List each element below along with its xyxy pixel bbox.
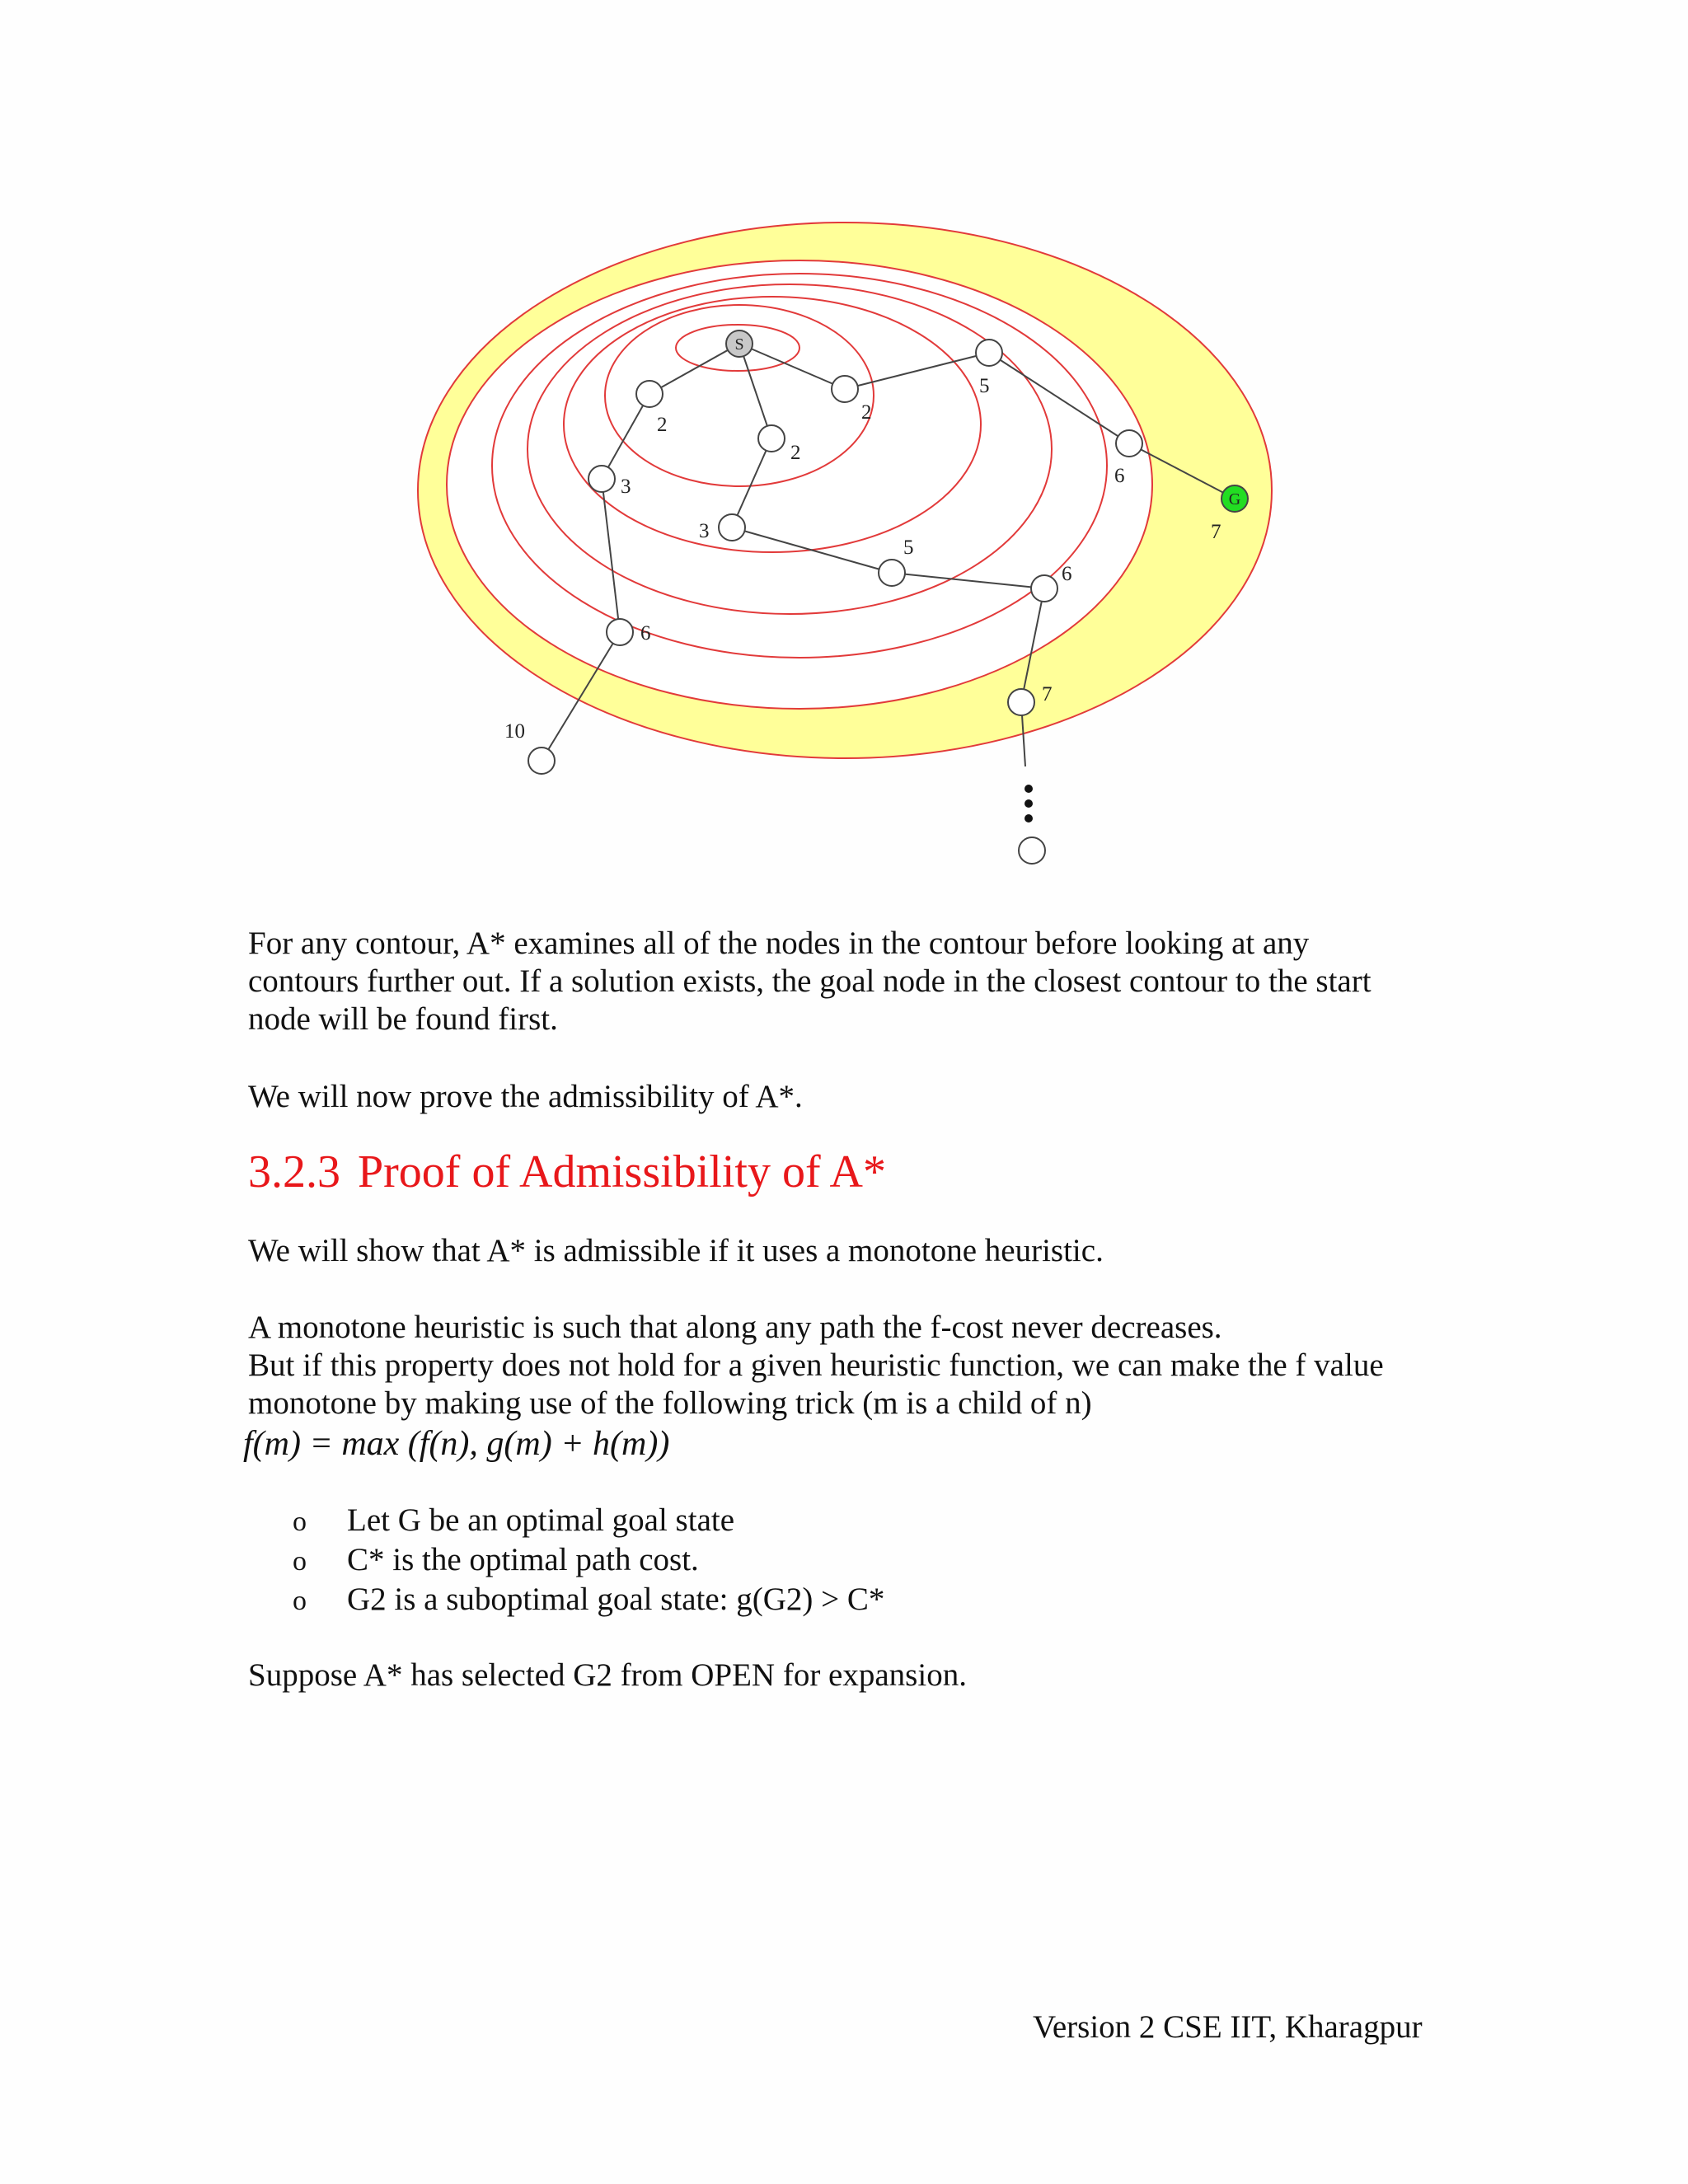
monotone-formula: f(m) = max (f(n), g(m) + h(m)) [243,1425,670,1463]
section-number: 3.2.3 [248,1146,340,1197]
paragraph-line: We will now prove the admissibility of A*. [248,1079,803,1114]
graph-node [758,425,785,452]
cost-label: 5 [979,375,990,397]
cost-label: 2 [657,414,668,436]
section-title: Proof of Admissibility of A* [358,1146,886,1197]
start-node-label: S [734,335,744,354]
goal-node-label: G [1228,490,1241,509]
bullet-icon: o [293,1507,307,1537]
definition-list [293,1502,884,1620]
paragraph-line: We will show that A* is admissible if it uses a monotone heuristic. [248,1233,1104,1268]
paragraph-line: But if this property does not hold for a given heuristic function, we can make the f value [248,1347,1384,1383]
cost-label: 3 [621,476,631,498]
list-item-text: Let G be an optimal goal state [347,1502,735,1538]
paragraph-line: monotone by making use of the following trick (m is a child of n) [248,1385,1092,1421]
graph-node [1031,575,1057,602]
cost-label: 6 [640,622,651,644]
continuation-dots [1025,785,1033,823]
paragraph-line: Suppose A* has selected G2 from OPEN for expansion. [248,1657,967,1693]
list-item-text: G2 is a suboptimal goal state: g(G2) > C* [347,1582,885,1617]
show-paragraph [248,1232,1451,1270]
suppose-paragraph [248,1657,1451,1694]
monotone-paragraph [248,1309,1451,1422]
list-item-text: C* is the optimal path cost. [347,1542,699,1577]
list-item [293,1581,884,1620]
bullet-icon: o [293,1586,307,1616]
paragraph-line: node will be found first. [248,1001,558,1037]
graph-node [588,466,615,492]
paragraph-line: For any contour, A* examines all of the nodes in the contour before looking at any [248,926,1310,961]
cost-label: 2 [861,401,872,424]
contour-diagram [0,0,1688,882]
cost-label: 5 [903,537,914,559]
cost-label: 7 [1042,683,1053,705]
graph-node [976,340,1002,366]
graph-node [528,748,555,774]
cost-label: 3 [699,520,710,542]
cost-label: 6 [1114,465,1125,487]
cost-label: 10 [504,720,525,743]
prove-paragraph [248,1078,1451,1116]
graph-node [1008,689,1034,715]
page-footer: Version 2 CSE IIT, Kharagpur [1033,2009,1423,2045]
graph-node [879,560,905,586]
contour-paragraph [248,925,1451,1038]
graph-node [719,514,745,541]
paragraph-line: A monotone heuristic is such that along any path the f-cost never decreases. [248,1310,1222,1345]
paragraph-line: contours further out. If a solution exists, the goal node in the closest contour to the start [248,963,1372,999]
cost-label: 6 [1062,563,1072,585]
graph-node [1116,430,1142,457]
graph-node [636,381,663,407]
graph-node [1019,837,1045,864]
graph-node [607,619,633,645]
list-item [293,1541,884,1581]
cost-label: 7 [1211,521,1221,543]
list-item [293,1502,884,1541]
bullet-icon: o [293,1546,307,1577]
section-heading [248,1146,886,1198]
graph-node [832,376,858,402]
cost-label: 2 [790,442,801,464]
